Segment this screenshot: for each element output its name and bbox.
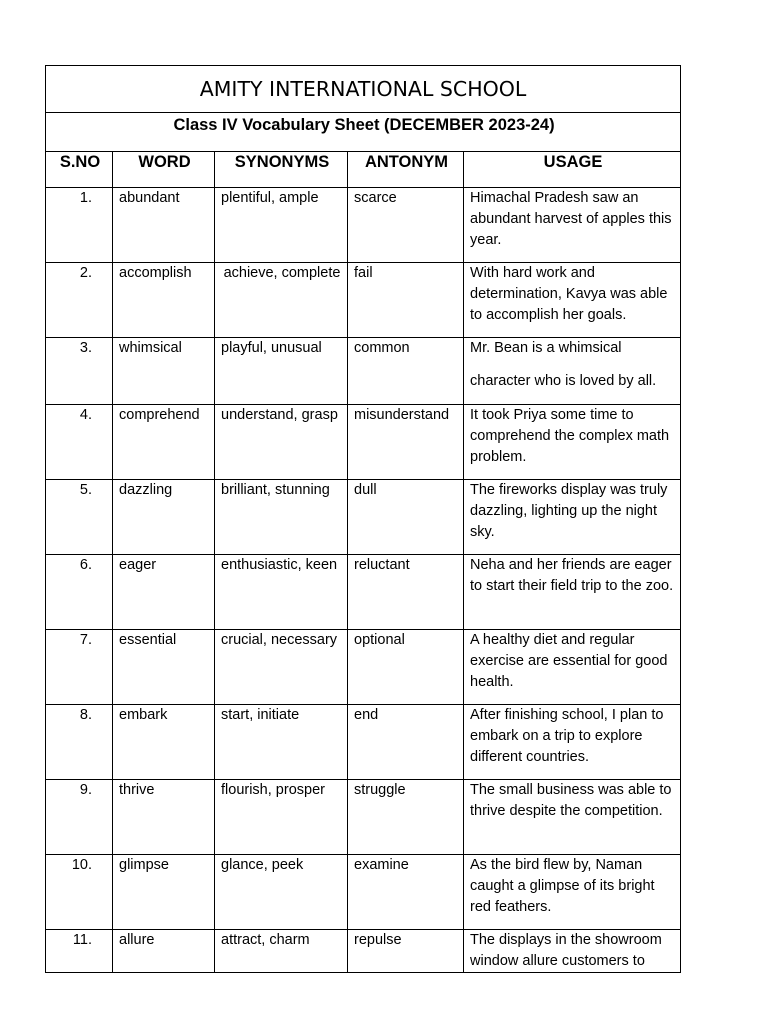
row-synonyms: understand, grasp [215, 405, 348, 480]
table-row [46, 263, 681, 338]
row-sno: 11. [46, 930, 113, 973]
row-synonyms: flourish, prosper [215, 780, 348, 855]
row-antonym: dull [348, 480, 464, 555]
header-usage: USAGE [464, 152, 681, 188]
row-usage: Neha and her friends are eager to start their field trip to the zoo. [464, 555, 681, 630]
row-sno: 3. [46, 338, 113, 405]
row-antonym: fail [348, 263, 464, 338]
row-word: accomplish [113, 263, 215, 338]
row-synonyms: attract, charm [215, 930, 348, 973]
row-antonym: examine [348, 855, 464, 930]
row-sno: 4. [46, 405, 113, 480]
row-antonym: common [348, 338, 464, 405]
row-sno: 5. [46, 480, 113, 555]
row-usage: As the bird flew by, Naman caught a glimpse of its bright red feathers. [464, 855, 681, 930]
header-row [46, 152, 681, 188]
row-usage: It took Priya some time to comprehend the complex math problem. [464, 405, 681, 480]
table-row [46, 855, 681, 930]
row-word: abundant [113, 188, 215, 263]
row-usage: The displays in the showroom window allure customers to [464, 930, 681, 973]
row-synonyms: start, initiate [215, 705, 348, 780]
row-synonyms: achieve, complete [215, 263, 348, 338]
table-row [46, 930, 681, 973]
row-antonym: optional [348, 630, 464, 705]
table-row [46, 480, 681, 555]
row-antonym: repulse [348, 930, 464, 973]
row-word: glimpse [113, 855, 215, 930]
row-antonym: reluctant [348, 555, 464, 630]
row-synonyms: enthusiastic, keen [215, 555, 348, 630]
table-row [46, 188, 681, 263]
row-word: dazzling [113, 480, 215, 555]
header-antonym: ANTONYM [348, 152, 464, 188]
row-synonyms: brilliant, stunning [215, 480, 348, 555]
header-word: WORD [113, 152, 215, 188]
row-sno: 2. [46, 263, 113, 338]
row-antonym: struggle [348, 780, 464, 855]
row-sno: 1. [46, 188, 113, 263]
row-usage: With hard work and determination, Kavya was able to accomplish her goals. [464, 263, 681, 338]
school-name: AMITY INTERNATIONAL SCHOOL [46, 66, 681, 113]
header-synonyms: SYNONYMS [215, 152, 348, 188]
row-sno: 7. [46, 630, 113, 705]
row-usage: Himachal Pradesh saw an abundant harvest of apples this year. [464, 188, 681, 263]
row-usage: The small business was able to thrive despite the competition. [464, 780, 681, 855]
row-word: eager [113, 555, 215, 630]
row-word: embark [113, 705, 215, 780]
row-word: essential [113, 630, 215, 705]
row-sno: 9. [46, 780, 113, 855]
row-antonym: end [348, 705, 464, 780]
table-row [46, 705, 681, 780]
row-synonyms: plentiful, ample [215, 188, 348, 263]
sheet-title: Class IV Vocabulary Sheet (DECEMBER 2023-24) [46, 113, 681, 152]
row-sno: 10. [46, 855, 113, 930]
row-usage: The fireworks display was truly dazzling, lighting up the night sky. [464, 480, 681, 555]
vocabulary-table [45, 65, 681, 973]
row-synonyms: crucial, necessary [215, 630, 348, 705]
row-usage: After finishing school, I plan to embark on a trip to explore different countries. [464, 705, 681, 780]
table-row [46, 780, 681, 855]
row-antonym: misunderstand [348, 405, 464, 480]
table-row [46, 630, 681, 705]
row-synonyms: playful, unusual [215, 338, 348, 405]
row-antonym: scarce [348, 188, 464, 263]
word-text: thrive [119, 782, 155, 798]
row-sno: 6. [46, 555, 113, 630]
vocabulary-sheet [45, 65, 680, 973]
table-row [46, 338, 681, 405]
row-usage [464, 338, 681, 405]
row-word: allure [113, 930, 215, 973]
usage-line: character who is loved by all. [470, 373, 657, 389]
header-sno: S.NO [46, 152, 113, 188]
table-row [46, 405, 681, 480]
usage-line: Mr. Bean is a whimsical [470, 340, 622, 356]
row-synonyms: glance, peek [215, 855, 348, 930]
row-usage: A healthy diet and regular exercise are essential for good health. [464, 630, 681, 705]
row-sno: 8. [46, 705, 113, 780]
row-word: comprehend [113, 405, 215, 480]
row-word: whimsical [113, 338, 215, 405]
row-word [113, 780, 215, 855]
table-row [46, 555, 681, 630]
